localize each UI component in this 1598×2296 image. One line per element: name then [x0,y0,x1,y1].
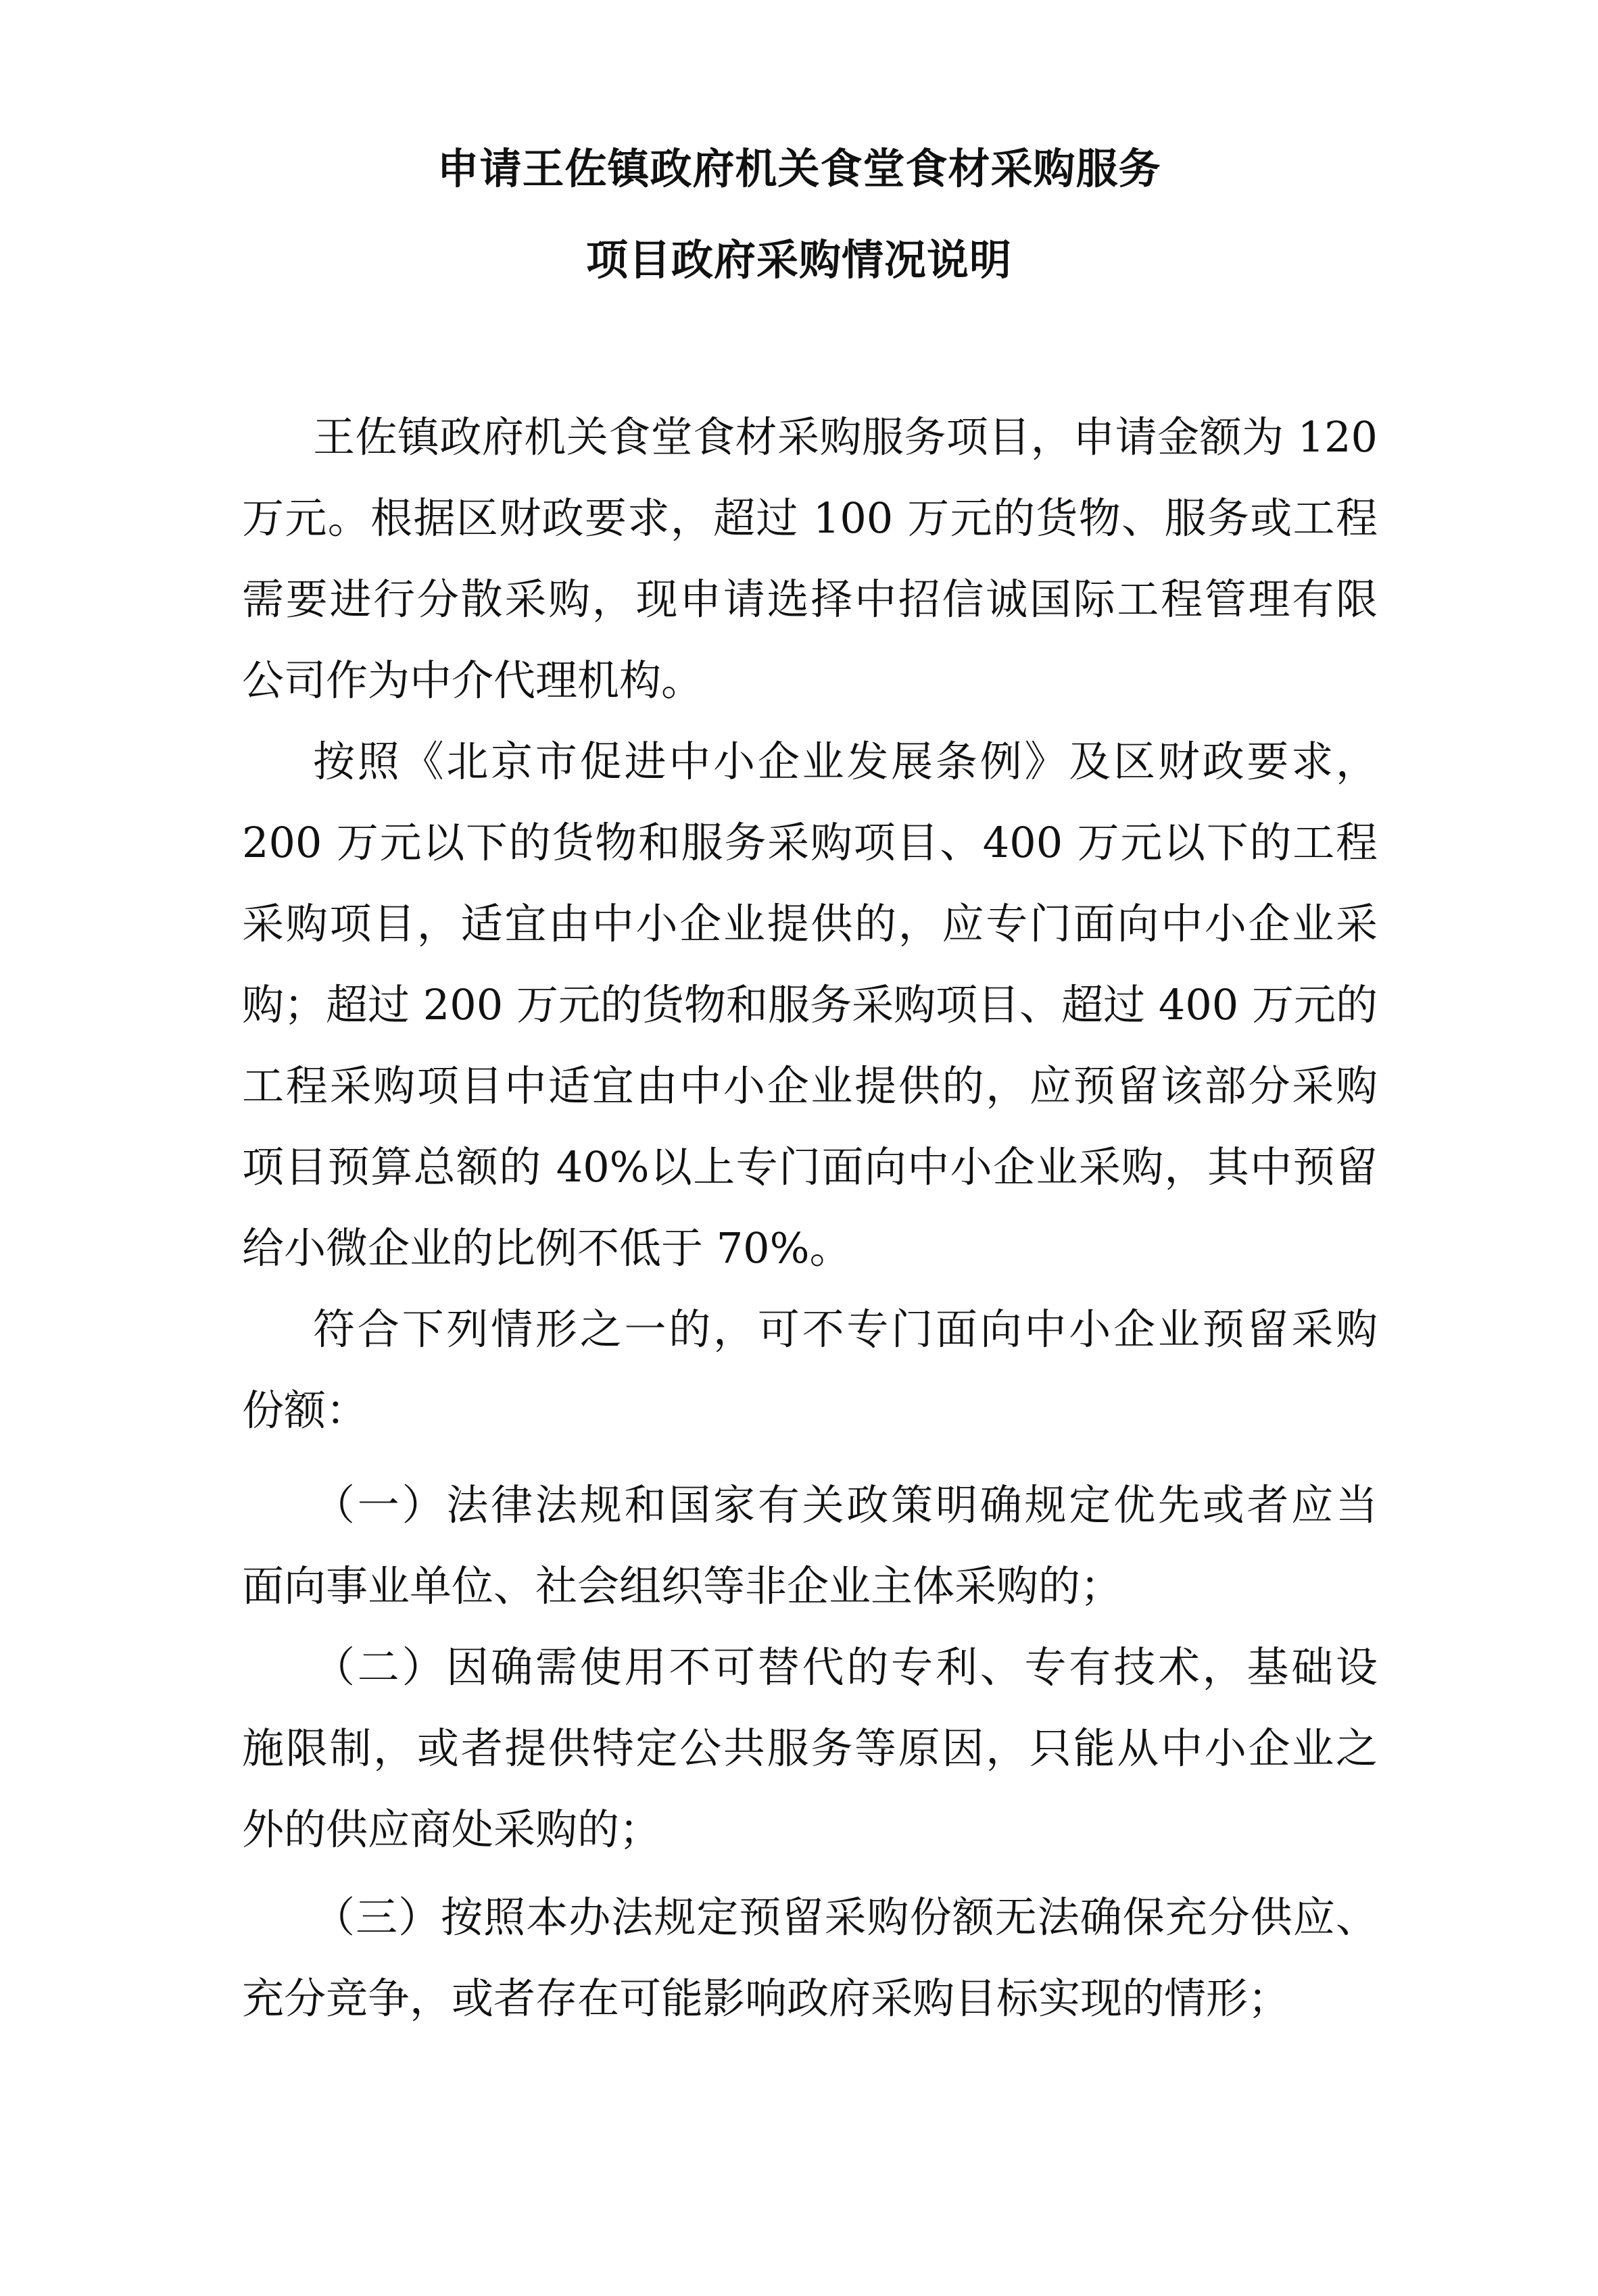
body-line: 外的供应商处采购的； [242,1805,662,1854]
body-line: 按照《北京市促进中小企业发展条例》及区财政要求， [313,737,1378,786]
body-line: 购；超过 200 万元的货物和服务采购项目、超过 400 万元的 [242,980,1378,1029]
body-line: 采购项目，适宜由中小企业提供的，应专门面向中小企业采 [242,899,1378,948]
body-line: 项目预算总额的 40%以上专门面向中小企业采购，其中预留 [242,1142,1378,1192]
body-line: 万元。根据区财政要求，超过 100 万元的货物、服务或工程 [242,493,1378,543]
body-line: 面向事业单位、社会组织等非企业主体采购的； [242,1561,1123,1611]
body-line: 份额： [242,1386,368,1435]
body-line: 需要进行分散采购，现申请选择中招信诚国际工程管理有限 [242,575,1378,624]
body-line: （二）因确需使用不可替代的专利、专有技术，基础设 [313,1642,1378,1692]
body-line: （三）按照本办法规定预留采购份额无法确保充分供应、 [313,1892,1378,1942]
body-line: 给小微企业的比例不低于 70%。 [242,1223,852,1273]
document-title-line-1: 申请王佐镇政府机关食堂食材采购服务 [437,144,1161,193]
body-line: 公司作为中介代理机构。 [242,656,704,705]
body-line: 充分竞争，或者存在可能影响政府采购目标实现的情形； [242,1974,1290,2023]
body-line: 工程采购项目中适宜由中小企业提供的，应预留该部分采购 [242,1061,1378,1110]
document-title-line-2: 项目政府采购情况说明 [585,235,1012,285]
body-line: 施限制，或者提供特定公共服务等原因，只能从中小企业之 [242,1724,1378,1773]
body-line: 200 万元以下的货物和服务采购项目、400 万元以下的工程 [242,818,1378,867]
body-line: （一）法律法规和国家有关政策明确规定优先或者应当 [313,1480,1378,1530]
body-line: 王佐镇政府机关食堂食材采购服务项目，申请金额为 120 [313,412,1378,462]
body-line: 符合下列情形之一的，可不专门面向中小企业预留采购 [313,1304,1378,1354]
